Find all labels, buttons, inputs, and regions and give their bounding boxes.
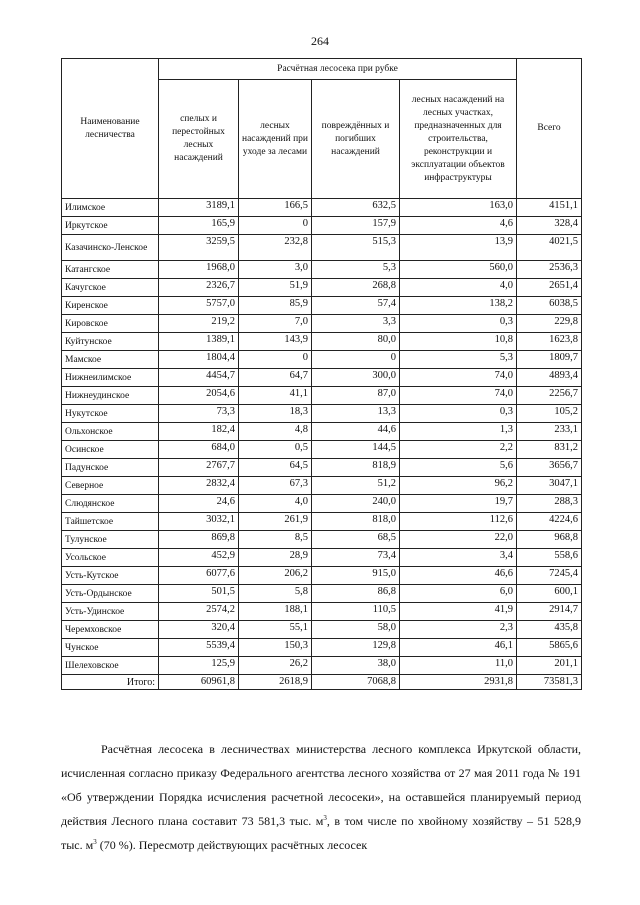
table-row <box>62 199 582 217</box>
table-cell-total: 4224,6 <box>517 513 582 531</box>
table-cell-mature: 320,4 <box>159 621 239 639</box>
table-cell-care: 206,2 <box>239 567 312 585</box>
table-row <box>62 235 582 261</box>
column-header-care: лесных насаждений при уходе за лесами <box>239 80 312 199</box>
table-cell-infrastructure: 112,6 <box>400 513 517 531</box>
table-cell-infrastructure: 74,0 <box>400 369 517 387</box>
table-cell-damaged: 268,8 <box>312 279 400 297</box>
totals-row <box>62 675 582 690</box>
table-cell-damaged: 915,0 <box>312 567 400 585</box>
table-cell-damaged: 240,0 <box>312 495 400 513</box>
table-cell-total: 105,2 <box>517 405 582 423</box>
table-cell-care: 5,8 <box>239 585 312 603</box>
table-cell-total: 233,1 <box>517 423 582 441</box>
table-row <box>62 315 582 333</box>
table-cell-total: 558,6 <box>517 549 582 567</box>
table-cell-care: 4,8 <box>239 423 312 441</box>
table-cell-mature: 125,9 <box>159 657 239 675</box>
table-cell-total: 2536,3 <box>517 261 582 279</box>
table-cell-name: Иркутское <box>62 217 159 235</box>
column-header-name: Наименование лесничества <box>62 59 159 199</box>
table-cell-mature: 24,6 <box>159 495 239 513</box>
table-cell-damaged: 144,5 <box>312 441 400 459</box>
table-cell-total: 435,8 <box>517 621 582 639</box>
table-cell-damaged: 86,8 <box>312 585 400 603</box>
table-cell-name: Казачинско-Ленское <box>62 235 159 261</box>
column-header-damaged: повреждённых и погибших насаждений <box>312 80 400 199</box>
table-cell-name: Куйтунское <box>62 333 159 351</box>
table-cell-damaged: 44,6 <box>312 423 400 441</box>
table-row <box>62 657 582 675</box>
totals-mature: 60961,8 <box>159 675 239 690</box>
table-cell-mature: 4454,7 <box>159 369 239 387</box>
table-cell-total: 968,8 <box>517 531 582 549</box>
body-paragraph <box>61 737 581 857</box>
table-cell-name: Качугское <box>62 279 159 297</box>
table-cell-mature: 2767,7 <box>159 459 239 477</box>
table-cell-care: 232,8 <box>239 235 312 261</box>
table-cell-total: 1623,8 <box>517 333 582 351</box>
table-cell-damaged: 68,5 <box>312 531 400 549</box>
table-cell-damaged: 129,8 <box>312 639 400 657</box>
table-cell-name: Илимское <box>62 199 159 217</box>
table-cell-damaged: 3,3 <box>312 315 400 333</box>
table-cell-infrastructure: 0,3 <box>400 405 517 423</box>
table-cell-care: 85,9 <box>239 297 312 315</box>
table-row <box>62 441 582 459</box>
table-cell-care: 0 <box>239 217 312 235</box>
table-cell-total: 4893,4 <box>517 369 582 387</box>
column-group-header: Расчётная лесосека при рубке <box>159 59 517 80</box>
table-cell-name: Кировское <box>62 315 159 333</box>
table-cell-infrastructure: 163,0 <box>400 199 517 217</box>
table-row <box>62 477 582 495</box>
table-cell-name: Тайшетское <box>62 513 159 531</box>
table-row <box>62 351 582 369</box>
table-cell-name: Слюдянское <box>62 495 159 513</box>
table-cell-total: 6038,5 <box>517 297 582 315</box>
table-cell-total: 4151,1 <box>517 199 582 217</box>
table-cell-care: 64,7 <box>239 369 312 387</box>
table-cell-care: 8,5 <box>239 531 312 549</box>
table-row <box>62 423 582 441</box>
table-cell-damaged: 0 <box>312 351 400 369</box>
column-header-mature: спелых и перестойных лесных насаждений <box>159 80 239 199</box>
table-cell-mature: 165,9 <box>159 217 239 235</box>
paragraph-part-2: , в том числе по хвойному хозяйству – 51 528,9 тыс. м <box>61 814 581 852</box>
table-cell-infrastructure: 46,1 <box>400 639 517 657</box>
table-cell-total: 1809,7 <box>517 351 582 369</box>
totals-all: 73581,3 <box>517 675 582 690</box>
superscript-1: 3 <box>323 814 327 822</box>
table-cell-mature: 73,3 <box>159 405 239 423</box>
table-cell-infrastructure: 22,0 <box>400 531 517 549</box>
table-cell-total: 3656,7 <box>517 459 582 477</box>
table-cell-care: 55,1 <box>239 621 312 639</box>
table-cell-damaged: 51,2 <box>312 477 400 495</box>
table-cell-damaged: 157,9 <box>312 217 400 235</box>
table-cell-care: 18,3 <box>239 405 312 423</box>
table-cell-total: 2256,7 <box>517 387 582 405</box>
table-cell-infrastructure: 0,3 <box>400 315 517 333</box>
table-cell-care: 51,9 <box>239 279 312 297</box>
table-cell-infrastructure: 74,0 <box>400 387 517 405</box>
totals-care: 2618,9 <box>239 675 312 690</box>
table-cell-infrastructure: 138,2 <box>400 297 517 315</box>
table-cell-name: Северное <box>62 477 159 495</box>
column-header-infrastructure: лесных насаждений на лесных участках, предназначенных для строительства, реконструкции и эксплуатации объектов инфраструктуры <box>400 80 517 199</box>
table-cell-name: Нижнеудинское <box>62 387 159 405</box>
table-row <box>62 585 582 603</box>
table-cell-total: 288,3 <box>517 495 582 513</box>
table-cell-infrastructure: 19,7 <box>400 495 517 513</box>
table-cell-damaged: 300,0 <box>312 369 400 387</box>
table-cell-mature: 2054,6 <box>159 387 239 405</box>
table-cell-damaged: 87,0 <box>312 387 400 405</box>
table-row <box>62 297 582 315</box>
table-cell-infrastructure: 4,0 <box>400 279 517 297</box>
table-cell-name: Осинское <box>62 441 159 459</box>
table-cell-name: Мамское <box>62 351 159 369</box>
table-cell-mature: 1804,4 <box>159 351 239 369</box>
table-cell-mature: 5757,0 <box>159 297 239 315</box>
table-cell-infrastructure: 2,2 <box>400 441 517 459</box>
table-cell-mature: 1389,1 <box>159 333 239 351</box>
table-cell-damaged: 73,4 <box>312 549 400 567</box>
paragraph-part-1: Расчётная лесосека в лесничествах министерства лесного комплекса Иркутской области, исчисленная согласно приказу Федерального агентства лесного хозяйства от 27 мая 2011 года № 191 «Об утверждении Порядка исчисления расчетной лесосеки», на оставшейся планируемый период действия Лесного плана составит 73 581,3 тыс. м <box>61 742 581 828</box>
table-cell-care: 4,0 <box>239 495 312 513</box>
table-cell-mature: 2326,7 <box>159 279 239 297</box>
table-row <box>62 639 582 657</box>
table-cell-infrastructure: 1,3 <box>400 423 517 441</box>
table-cell-care: 64,5 <box>239 459 312 477</box>
table-cell-total: 328,4 <box>517 217 582 235</box>
table-cell-name: Чунское <box>62 639 159 657</box>
table-cell-total: 7245,4 <box>517 567 582 585</box>
table-row <box>62 531 582 549</box>
table-cell-mature: 182,4 <box>159 423 239 441</box>
table-cell-care: 41,1 <box>239 387 312 405</box>
table-row <box>62 217 582 235</box>
table-cell-total: 2651,4 <box>517 279 582 297</box>
table-cell-infrastructure: 2,3 <box>400 621 517 639</box>
table-cell-care: 3,0 <box>239 261 312 279</box>
table-row <box>62 387 582 405</box>
table-cell-care: 0 <box>239 351 312 369</box>
column-header-total: Всего <box>517 59 582 199</box>
totals-infrastructure: 2931,8 <box>400 675 517 690</box>
table-cell-infrastructure: 96,2 <box>400 477 517 495</box>
table-row <box>62 621 582 639</box>
table-cell-infrastructure: 13,9 <box>400 235 517 261</box>
table-cell-mature: 452,9 <box>159 549 239 567</box>
table-cell-infrastructure: 10,8 <box>400 333 517 351</box>
table-body <box>62 199 582 675</box>
table-cell-total: 3047,1 <box>517 477 582 495</box>
table-cell-name: Усть-Кутское <box>62 567 159 585</box>
table-row <box>62 333 582 351</box>
totals-damaged: 7068,8 <box>312 675 400 690</box>
table-cell-mature: 2832,4 <box>159 477 239 495</box>
table-row <box>62 549 582 567</box>
table-cell-care: 261,9 <box>239 513 312 531</box>
table-row <box>62 495 582 513</box>
table-row <box>62 279 582 297</box>
table-cell-total: 5865,6 <box>517 639 582 657</box>
table-cell-total: 229,8 <box>517 315 582 333</box>
table-cell-name: Усольское <box>62 549 159 567</box>
table-cell-damaged: 58,0 <box>312 621 400 639</box>
table-cell-mature: 5539,4 <box>159 639 239 657</box>
table-cell-damaged: 5,3 <box>312 261 400 279</box>
table-cell-mature: 6077,6 <box>159 567 239 585</box>
totals-label: Итого: <box>62 675 159 690</box>
table-cell-damaged: 818,9 <box>312 459 400 477</box>
table-cell-care: 26,2 <box>239 657 312 675</box>
table-row <box>62 405 582 423</box>
table-row <box>62 603 582 621</box>
table-cell-total: 201,1 <box>517 657 582 675</box>
table-cell-total: 831,2 <box>517 441 582 459</box>
table-row <box>62 567 582 585</box>
paragraph-part-3: (70 %). Пересмотр действующих расчётных лесосек <box>96 838 368 852</box>
table-cell-name: Киренское <box>62 297 159 315</box>
table-row <box>62 459 582 477</box>
table-row <box>62 369 582 387</box>
table-cell-damaged: 80,0 <box>312 333 400 351</box>
table-cell-infrastructure: 5,6 <box>400 459 517 477</box>
table-cell-mature: 3032,1 <box>159 513 239 531</box>
table-cell-infrastructure: 4,6 <box>400 217 517 235</box>
table-cell-care: 0,5 <box>239 441 312 459</box>
table-cell-name: Катангское <box>62 261 159 279</box>
page-number: 264 <box>311 34 329 48</box>
table-cell-damaged: 38,0 <box>312 657 400 675</box>
table-cell-mature: 2574,2 <box>159 603 239 621</box>
table-cell-care: 67,3 <box>239 477 312 495</box>
table-cell-infrastructure: 46,6 <box>400 567 517 585</box>
table-cell-name: Нижнеилимское <box>62 369 159 387</box>
table-cell-damaged: 13,3 <box>312 405 400 423</box>
table-cell-infrastructure: 3,4 <box>400 549 517 567</box>
table-row <box>62 513 582 531</box>
table-cell-name: Падунское <box>62 459 159 477</box>
table-cell-infrastructure: 6,0 <box>400 585 517 603</box>
forest-table <box>61 58 582 690</box>
table-cell-infrastructure: 11,0 <box>400 657 517 675</box>
table-cell-care: 143,9 <box>239 333 312 351</box>
table-cell-total: 600,1 <box>517 585 582 603</box>
table-cell-mature: 869,8 <box>159 531 239 549</box>
table-cell-care: 150,3 <box>239 639 312 657</box>
table-cell-care: 166,5 <box>239 199 312 217</box>
table-cell-name: Ольхонское <box>62 423 159 441</box>
table-cell-mature: 219,2 <box>159 315 239 333</box>
table-cell-total: 4021,5 <box>517 235 582 261</box>
table-cell-damaged: 818,0 <box>312 513 400 531</box>
table-cell-infrastructure: 5,3 <box>400 351 517 369</box>
table-cell-care: 7,0 <box>239 315 312 333</box>
table-cell-name: Шелеховское <box>62 657 159 675</box>
table-cell-name: Нукутское <box>62 405 159 423</box>
table-cell-damaged: 515,3 <box>312 235 400 261</box>
table-cell-name: Черемховское <box>62 621 159 639</box>
table-cell-total: 2914,7 <box>517 603 582 621</box>
table-cell-infrastructure: 560,0 <box>400 261 517 279</box>
table-cell-mature: 3259,5 <box>159 235 239 261</box>
superscript-2: 3 <box>93 838 97 846</box>
table-cell-name: Усть-Ордынское <box>62 585 159 603</box>
table-cell-mature: 1968,0 <box>159 261 239 279</box>
table-cell-damaged: 632,5 <box>312 199 400 217</box>
table-row <box>62 261 582 279</box>
table-cell-mature: 684,0 <box>159 441 239 459</box>
table-cell-care: 28,9 <box>239 549 312 567</box>
table-cell-infrastructure: 41,9 <box>400 603 517 621</box>
table-cell-care: 188,1 <box>239 603 312 621</box>
table-cell-mature: 501,5 <box>159 585 239 603</box>
table-cell-name: Усть-Удинское <box>62 603 159 621</box>
table-cell-damaged: 57,4 <box>312 297 400 315</box>
table-cell-mature: 3189,1 <box>159 199 239 217</box>
table-cell-name: Тулунское <box>62 531 159 549</box>
table-cell-damaged: 110,5 <box>312 603 400 621</box>
